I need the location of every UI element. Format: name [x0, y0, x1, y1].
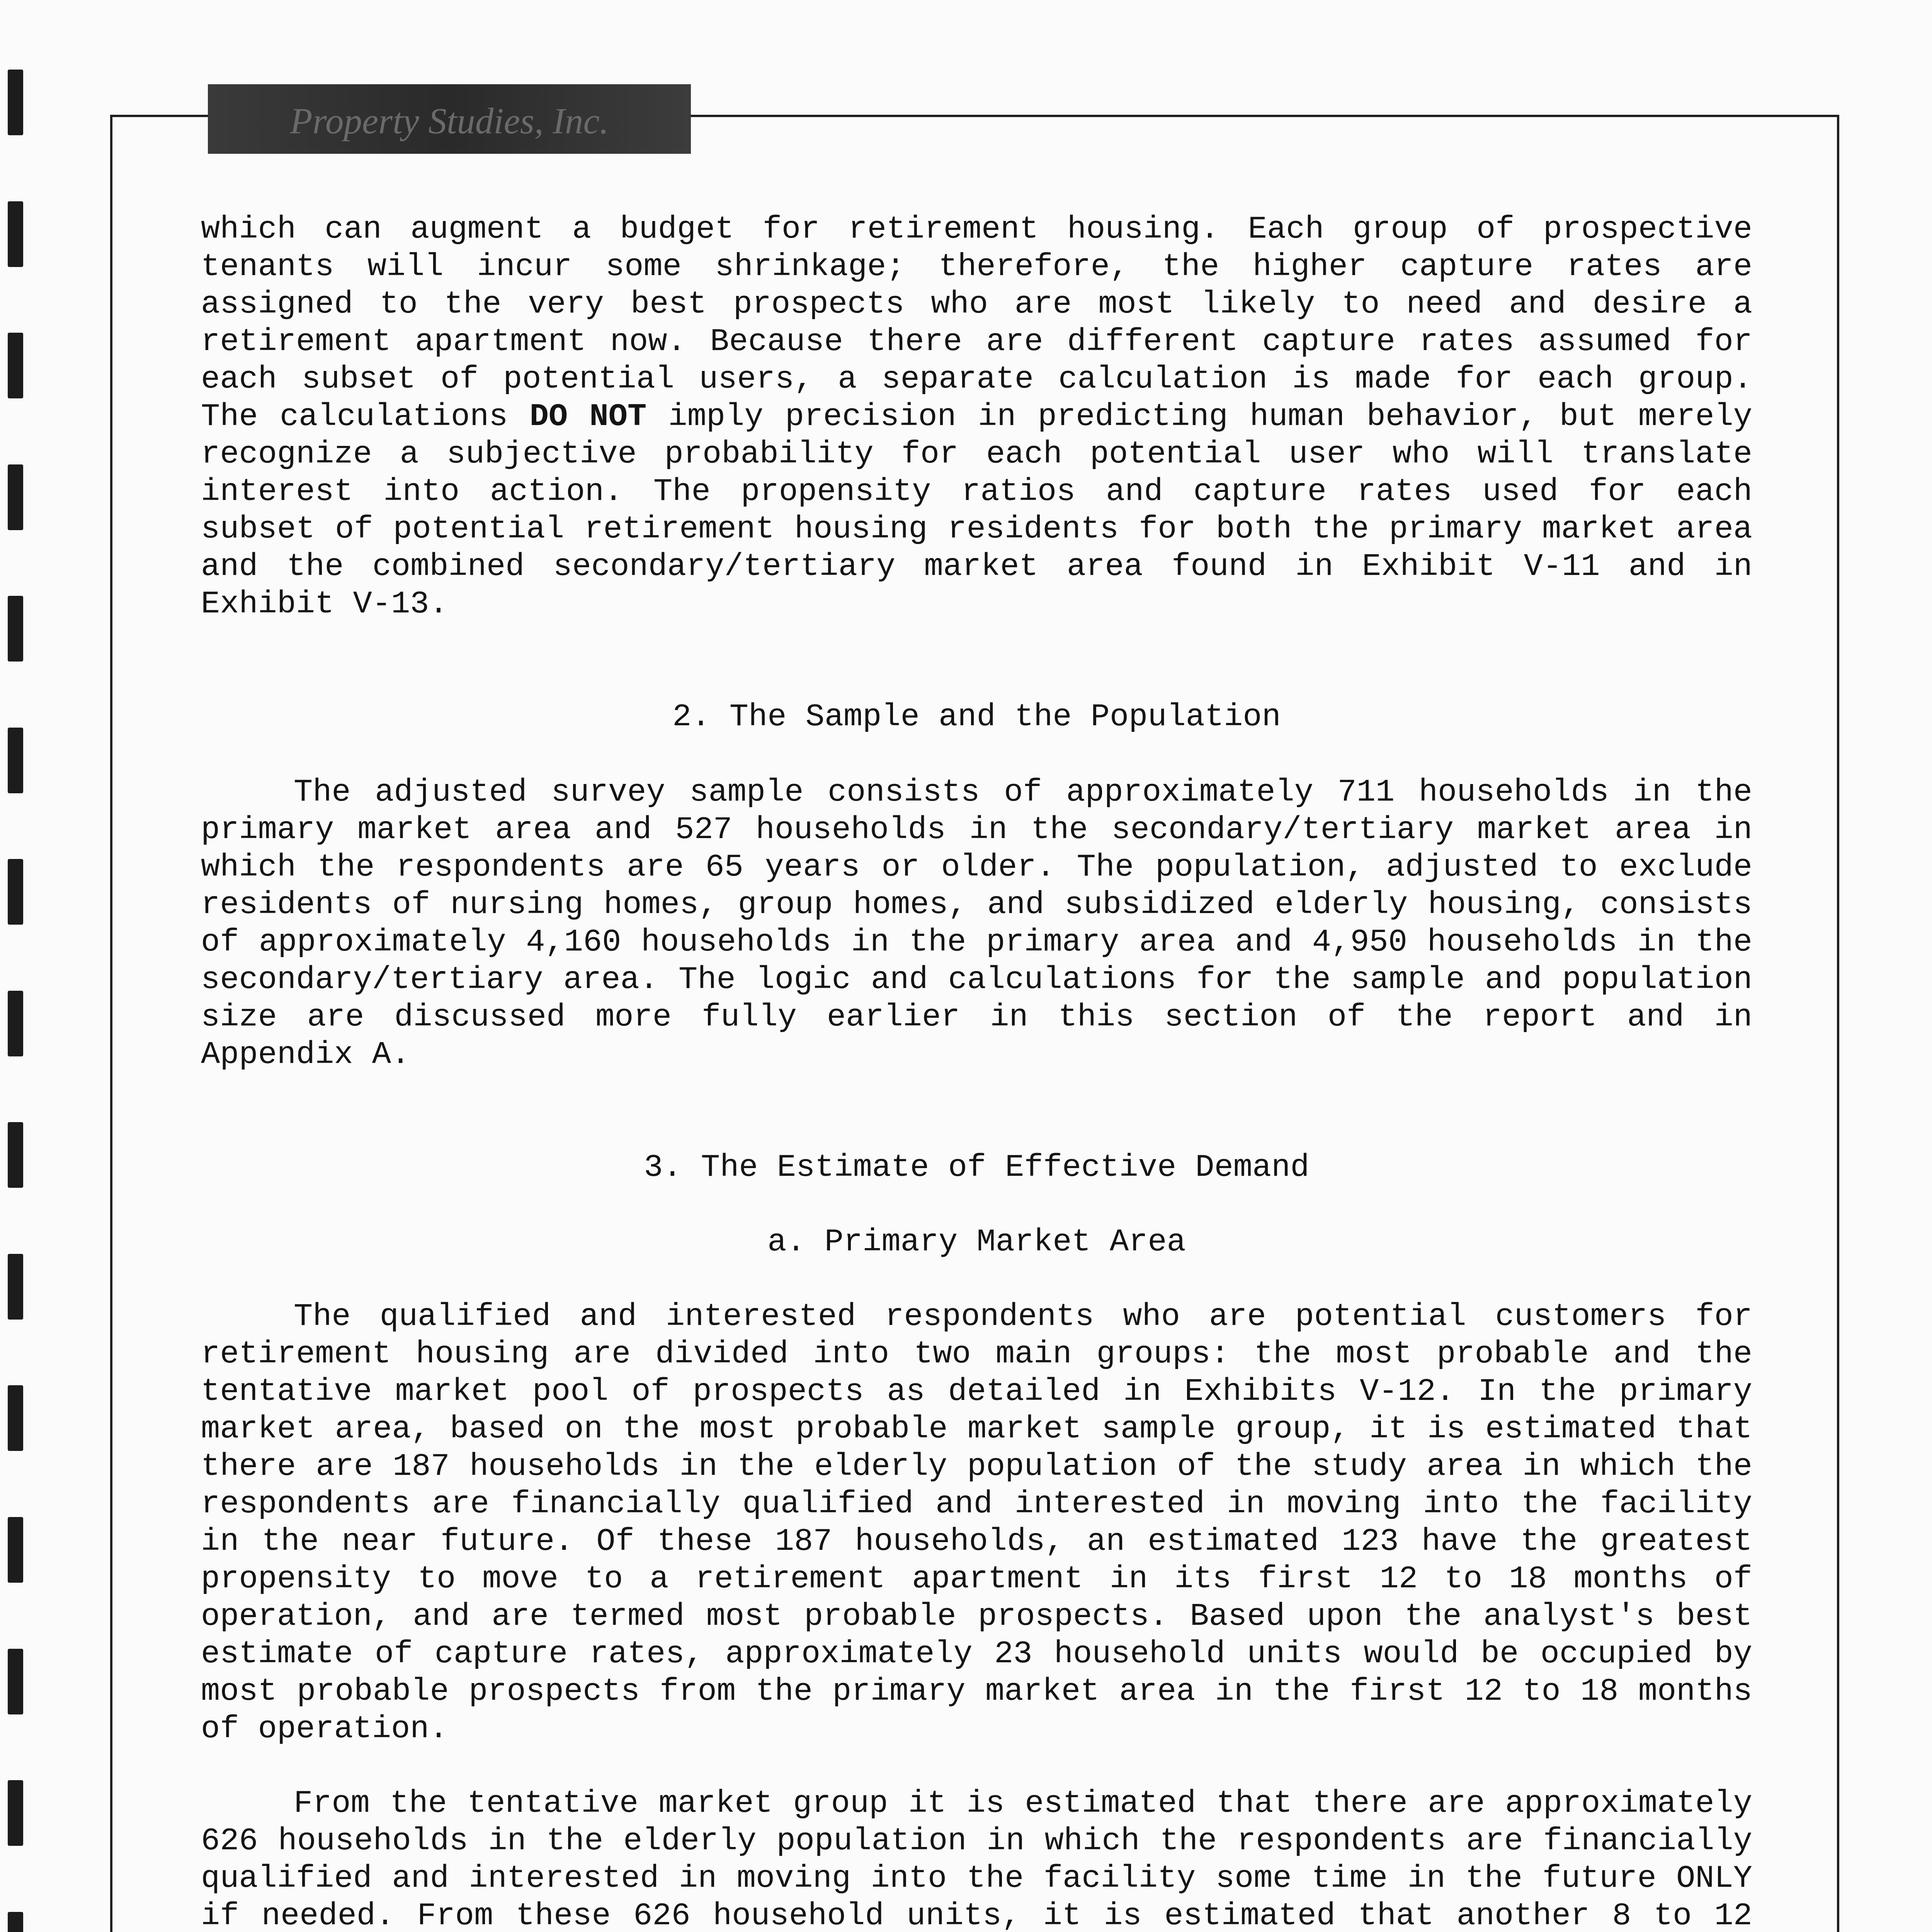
logo-text: Property Studies, Inc. — [290, 100, 609, 141]
intro-text-emphasis: DO NOT — [529, 399, 647, 435]
binder-hole — [8, 201, 23, 267]
binder-holes — [8, 70, 24, 1932]
subheading-primary-market-area: a. Primary Market Area — [767, 1224, 1186, 1260]
intro-text-part1: which can augment a budget for retirement housing. Each group of prospective tenants will incur some shrinkage; therefore, the higher capture rates are assigned to the very best prospects who are most likely to need and desire a retirement apartment now. Because there are different capture rates assumed for each subset of potential users, a separate calculation is made for each group. The calculations — [201, 211, 1752, 435]
binder-hole — [8, 70, 23, 135]
binder-hole — [8, 333, 23, 398]
binder-hole — [8, 1780, 23, 1846]
intro-text-part2: imply precision in predicting human behavior, but merely recognize a subjective probability for each potential user who will translate interest into action. The propensity ratios and capture rates used for each subset of potential retirement housing residents for both the primary market area and the combined secondary/tertiary market area found in Exhibit V-11 and in Exhibit V-13. — [201, 399, 1752, 622]
binder-hole — [8, 1385, 23, 1451]
binder-hole — [8, 991, 23, 1056]
binder-hole — [8, 1912, 23, 1932]
primary-market-paragraph: The qualified and interested respondents who are potential customers for retirement housing are divided into two main groups: the most probable and the tentative market pool of prospects as detailed in Exhibits V-12. In the primary market area, based on the most probable market sample group, it is estimated that there are 187 households in the elderly population of the study area in which the respondents are financially qualified and interested in moving into the facility in the near future. Of these 187 households, an estimated 123 have the greatest propensity to move to a retirement apartment in its first 12 to 18 months of operation, and are termed most probable prospects. Based upon the analyst's best estimate of capture rates, approximately 23 household units would be occupied by most probable prospects from the primary market area in the first 12 to 18 months of operation. — [201, 1299, 1752, 1747]
document-body — [201, 211, 1752, 1932]
intro-paragraph — [201, 211, 1752, 623]
binder-hole — [8, 1649, 23, 1714]
binder-hole — [8, 728, 23, 793]
header-logo — [208, 84, 691, 154]
binder-hole — [8, 1122, 23, 1188]
section-heading-effective-demand: 3. The Estimate of Effective Demand — [644, 1150, 1310, 1185]
binder-hole — [8, 596, 23, 662]
binder-hole — [8, 1517, 23, 1583]
binder-hole — [8, 464, 23, 530]
tentative-market-paragraph: From the tentative market group it is estimated that there are approximately 626 households in the elderly population in which the respondents are financially qualified and interested in moving into the facility some time in the future ONLY if needed. From these 626 household units, it is estimated that another 8 to 12 — [201, 1786, 1752, 1932]
binder-hole — [8, 859, 23, 925]
binder-hole — [8, 1254, 23, 1320]
section-heading-sample-population: 2. The Sample and the Population — [672, 699, 1281, 735]
sample-population-paragraph: The adjusted survey sample consists of approximately 711 households in the primary market area and 527 households in the secondary/tertiary market area in which the respondents are 65 years or older. The population, adjusted to exclude residents of nursing homes, group homes, and subsidized elderly housing, consists of approximately 4,160 households in the primary area and 4,950 households in the secondary/tertiary area. The logic and calculations for the sample and population size are discussed more fully earlier in this section of the report and in Appendix A. — [201, 774, 1752, 1073]
